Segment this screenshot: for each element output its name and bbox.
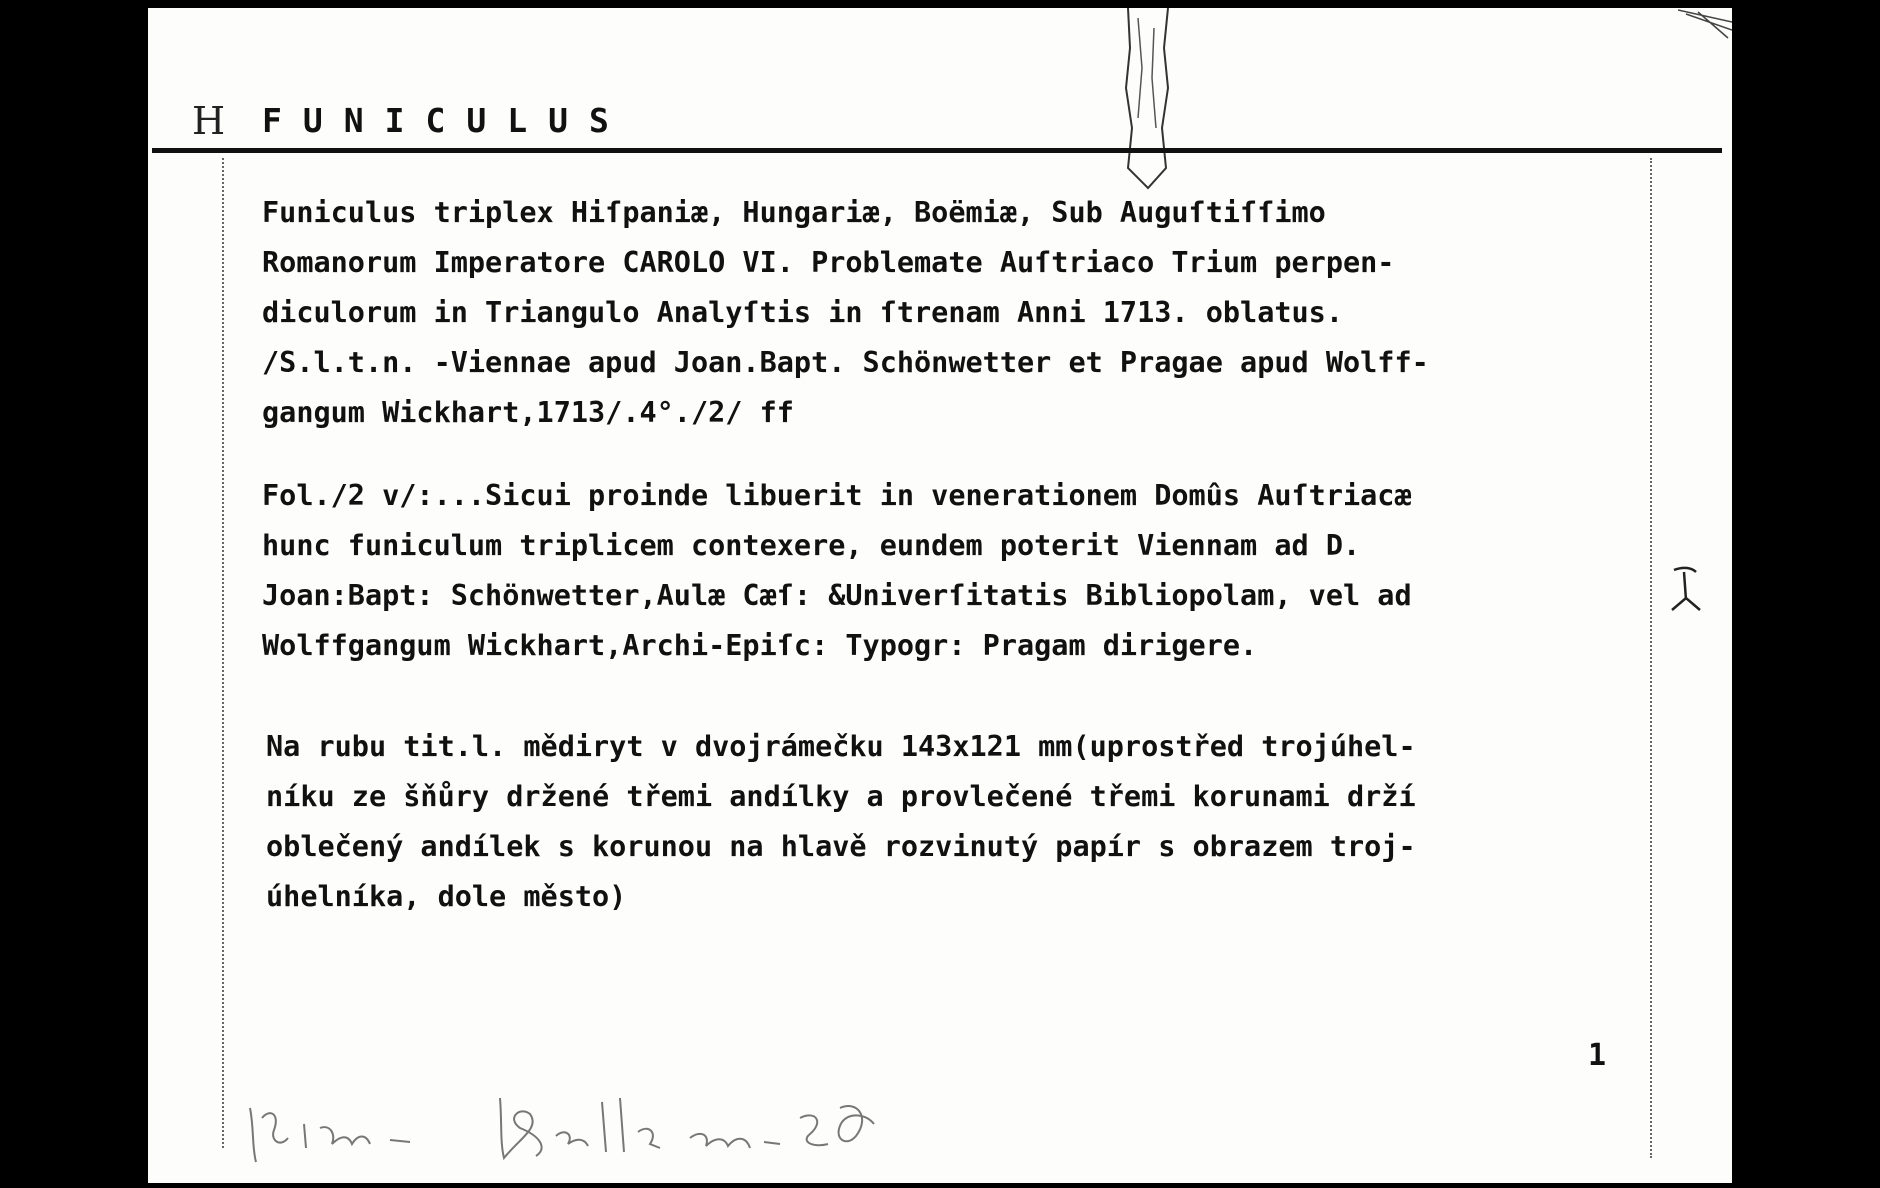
text-line: Fol./2 v/:...Sicui proinde libuerit in venerationem Domûs Auſtriacæ bbox=[262, 479, 1412, 512]
handwritten-note bbox=[240, 1078, 920, 1168]
card-title: FUNICULUS bbox=[262, 101, 630, 140]
text-line: úhelníka, dole město) bbox=[266, 880, 627, 913]
title-description bbox=[262, 188, 1429, 438]
filing-mark: H bbox=[192, 99, 226, 143]
text-line: diculorum in Triangulo Analyſtis in ſtrenam Anni 1713. oblatus. bbox=[262, 296, 1343, 329]
text-line: hunc funiculum triplicem contexere, eundem poterit Viennam ad D. bbox=[262, 529, 1361, 562]
illustration-note bbox=[266, 722, 1416, 922]
text-line: níku ze šňůry držené třemi andílky a provlečené třemi korunami drží bbox=[266, 780, 1416, 813]
quotation-paragraph bbox=[262, 471, 1412, 671]
catalog-card bbox=[148, 8, 1732, 1183]
page-number: 1 bbox=[1588, 1038, 1607, 1073]
text-line: Na rubu tit.l. mědiryt v dvojrámečku 143x121 mm(uprostřed trojúhel- bbox=[266, 730, 1416, 763]
correction-mark-icon bbox=[1666, 564, 1706, 614]
right-margin-line bbox=[1650, 158, 1652, 1158]
text-line: Joan:Bapt: Schönwetter,Aulæ Cæſ: &Univerſitatis Bibliopolam, vel ad bbox=[262, 579, 1412, 612]
tear-mark bbox=[1108, 8, 1188, 198]
header-rule bbox=[152, 148, 1722, 153]
text-line: oblečený andílek s korunou na hlavě rozvinutý papír s obrazem troj- bbox=[266, 830, 1416, 863]
text-line: gangum Wickhart,1713/.4°./2/ ff bbox=[262, 396, 794, 429]
text-line: /S.l.t.n. -Viennae apud Joan.Bapt. Schönwetter et Pragae apud Wolff- bbox=[262, 346, 1429, 379]
left-margin-line bbox=[222, 158, 224, 1148]
text-line: Wolffgangum Wickhart,Archi-Epiſc: Typogr: Pragam dirigere. bbox=[262, 629, 1258, 662]
text-line: Romanorum Imperatore CAROLO VI. Problemate Auſtriaco Trium perpen- bbox=[262, 246, 1395, 279]
corner-wear bbox=[1678, 8, 1732, 48]
text-line: Funiculus triplex Hiſpaniæ, Hungariæ, Boëmiæ, Sub Auguſtiſſimo bbox=[262, 196, 1326, 229]
